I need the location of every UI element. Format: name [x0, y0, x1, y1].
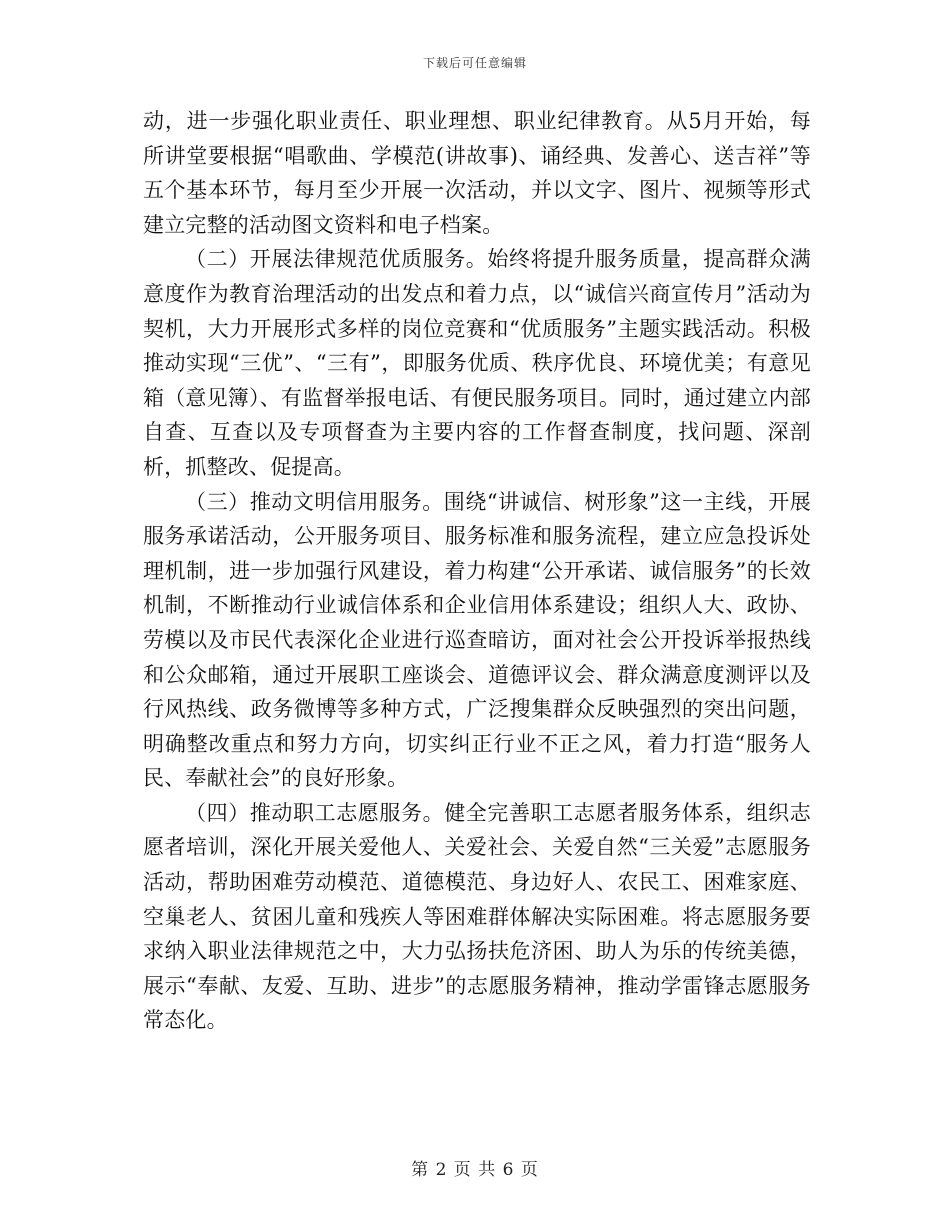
page-number: 第 2 页 共 6 页 — [411, 1160, 539, 1180]
header-note: 下载后可任意编辑 — [422, 56, 527, 70]
paragraph-section-4: （四）推动职工志愿服务。健全完善职工志愿者服务体系，组织志愿者培训，深化开展关爱他人、关爱社会、关爱自然“三关爱”志愿服务活动，帮助困难劳动模范、道德模范、身边好人、农民工、困难家庭、空巢老人、贫困儿童和残疾人等困难群体解决实际困难。将志愿服务要求纳入职业法律规范之中，大力弘扬扶危济困、助人为乐的传统美德，展示“奉献、友爱、互助、进步”的志愿服务精神，推动学雷锋志愿服务常态化。 — [143, 800, 811, 1033]
paragraph-section-3: （三）推动文明信用服务。围绕“讲诚信、树形象”这一主线，开展服务承诺活动，公开服务项目、服务标准和服务流程，建立应急投诉处理机制，进一步加强行风建设，着力构建“公开承诺、诚信服务”的长效机制，不断推动行业诚信体系和企业信用体系建设；组织人大、政协、劳模以及市民代表深化企业进行巡查暗访，面对社会公开投诉举报热线和公众邮箱，通过开展职工座谈会、道德评议会、群众满意度测评以及行风热线、政务微博等多种方式，广泛搜集群众反映强烈的突出问题，明确整改重点和努力方向，切实纠正行业不正之风，着力打造“服务人民、奉献社会”的良好形象。 — [143, 489, 811, 791]
paragraph-continuation: 动，进一步强化职业责任、职业理想、职业纪律教育。从5月开始，每所讲堂要根据“唱歌曲、学模范(讲故事)、诵经典、发善心、送吉祥”等五个基本环节，每月至少开展一次活动，并以文字、图片、视频等形式建立完整的活动图文资料和电子档案。 — [143, 109, 811, 237]
document-body — [143, 104, 811, 1038]
paragraph-section-2: （二）开展法律规范优质服务。始终将提升服务质量，提高群众满意度作为教育治理活动的出发点和着力点，以“诚信兴商宣传月”活动为契机，大力开展形式多样的岗位竞赛和“优质服务”主题实践活动。积极推动实现“三优”、“三有”，即服务优质、秩序优良、环境优美；有意见箱（意见簿）、有监督举报电话、有便民服务项目。同时，通过建立内部自查、互查以及专项督查为主要内容的工作督查制度，找问题、深剖析，抓整改、促提高。 — [143, 247, 811, 479]
